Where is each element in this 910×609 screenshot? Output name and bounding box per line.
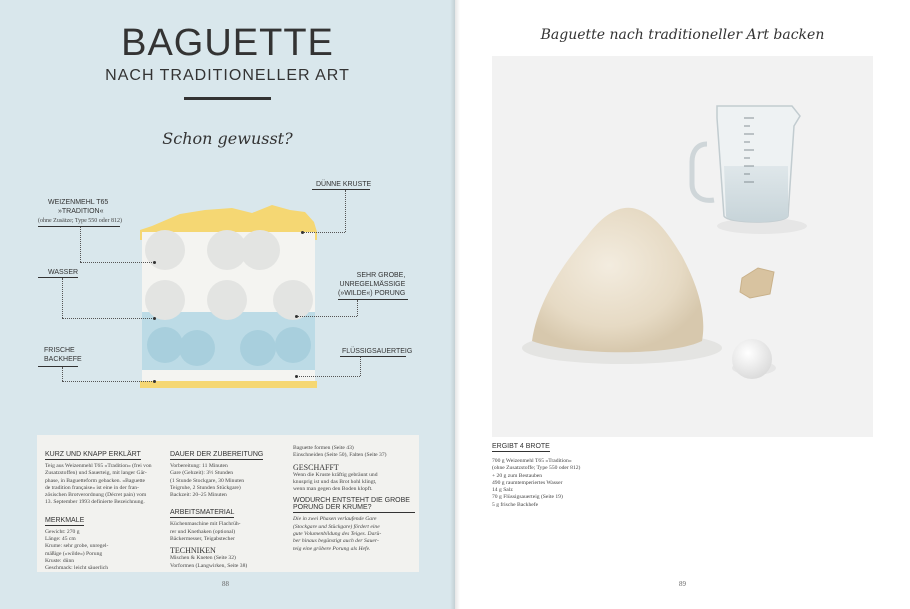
info-box <box>37 435 419 572</box>
list-item: 70 g Flüssigsauerteig (Seite 19) <box>492 494 563 501</box>
ingredients-illustration <box>492 56 873 437</box>
crust-marker <box>301 231 304 234</box>
yield-heading: ERGIBT 4 BROTE <box>492 443 550 450</box>
list-item: 700 g Weizenmehl T65 »Tradition« <box>492 458 572 464</box>
right-page <box>455 0 910 609</box>
sourdough-marker <box>295 375 298 378</box>
measuring-jug <box>692 106 800 222</box>
page-title: BAGUETTE <box>121 22 334 64</box>
equipment-text: Küchenmaschine mit Flachrüh- rer und Knethaken (optional) Bäckermesser, Teigabstecher <box>170 521 241 543</box>
flour-note: (ohne Zusätze; Type 550 oder 812) <box>38 218 122 224</box>
page-number-right: 89 <box>679 580 686 588</box>
crust-bottom <box>140 381 317 388</box>
ingredient-list <box>492 458 580 509</box>
ingredients-photo <box>492 56 873 437</box>
info-col-1 <box>45 441 165 573</box>
page-subtitle: NACH TRADITIONELLER ART <box>105 67 350 84</box>
duration-text: Vorbereitung: 11 Minuten Gare (Gehzeit): 3½ Stunden (1 Stunde Stockgare, 30 Minuten Teigruhe, 2 Stunden Stückgare) Backzeit: 20–25 Minuten <box>170 463 245 499</box>
yeast-marker <box>153 380 156 383</box>
pores-marker <box>295 315 298 318</box>
page-number-left: 88 <box>222 580 229 588</box>
list-item: + 20 g zum Bestauben <box>492 472 543 479</box>
pores-label: SEHR GROBE, UNREGELMÄSSIGE (»WILDE«) PORUNG <box>338 272 406 297</box>
flour-marker <box>153 261 156 264</box>
water-marker <box>153 317 156 320</box>
salt-mound <box>732 339 772 379</box>
flour-pile <box>532 208 703 353</box>
water-label: WASSER <box>48 269 79 276</box>
crust-label: DÜNNE KRUSTE <box>316 181 372 188</box>
info-col-2 <box>170 441 288 570</box>
recipe-heading: Baguette nach traditioneller Art backen <box>540 27 825 43</box>
duration-heading: DAUER DER ZUBEREITUNG <box>170 451 264 458</box>
flour-label: WEIZENMEHL T65 »TRADITION« <box>48 199 109 215</box>
sourdough-label: FLÜSSIGSAUERTEIG <box>342 348 413 355</box>
book-gutter <box>450 0 460 609</box>
yeast-label: FRISCHE BACKHEFE <box>44 347 82 363</box>
techniques-heading: TECHNIKEN <box>170 546 216 556</box>
porosity-heading: WODURCH ENTSTEHT DIE GROBE PORUNG DER KRUME? <box>293 497 415 513</box>
list-item: 490 g raumtemperiertes Wasser <box>492 479 563 486</box>
did-you-know-heading: Schon gewusst? <box>162 129 293 148</box>
list-item: (ohne Zusatzstoffe; Type 550 oder 812) <box>492 465 581 472</box>
done-text: Wenn die Kruste kräftig gebräunt und knusprig ist und das Brot hohl klingt, wenn man gegen den Boden klopft. <box>293 471 378 493</box>
features-text: Gewicht: 270 g Länge: 45 cm Krume: sehr grobe, unregel- mäßige (»wilde«) Porung Kruste: dünn Geschmack: leicht säuerlich <box>45 528 109 572</box>
yeast-cube <box>740 268 774 298</box>
short-explanation-text: Teig aus Weizenmehl T65 »Tradition« (frei von Zusatzstoffen) und Sauerteig, mit langer Gär- phase, in Baguetteform gebacken. »Baguette de tradition française« ist eine in der fran- zösischen Brotverordnung (Décret pain) vom 13. September 1993 definierte Bezeichnung. <box>45 463 152 506</box>
info-col-3 <box>293 441 415 553</box>
equipment-heading: ARBEITSMATERIAL <box>170 509 235 517</box>
techniques-text: Mischen & Kneten (Seite 32) Vorformen (Langwirken, Seite 38) <box>170 555 248 569</box>
shaping-text: Baguette formen (Seite 43) Einschneiden (Seite 50), Falten (Seite 37) <box>293 445 387 459</box>
porosity-text: Die in zwei Phasen verlaufende Gare (Stockgare und Stückgare) fördert eine gute Volumenbildung des Teiges. Darü- ber hinaus begünstigt auch der Sauer- teig eine gröbere Porung als Hefe. <box>293 516 382 552</box>
features-heading: MERKMALE <box>45 516 85 524</box>
crumb-base <box>142 370 315 381</box>
done-heading: GESCHAFFT <box>293 462 339 472</box>
list-item: 14 g Salz <box>492 487 513 494</box>
list-item: 5 g frische Backhefe <box>492 501 539 508</box>
short-explanation-heading: KURZ UND KNAPP ERKLÄRT <box>45 451 141 458</box>
